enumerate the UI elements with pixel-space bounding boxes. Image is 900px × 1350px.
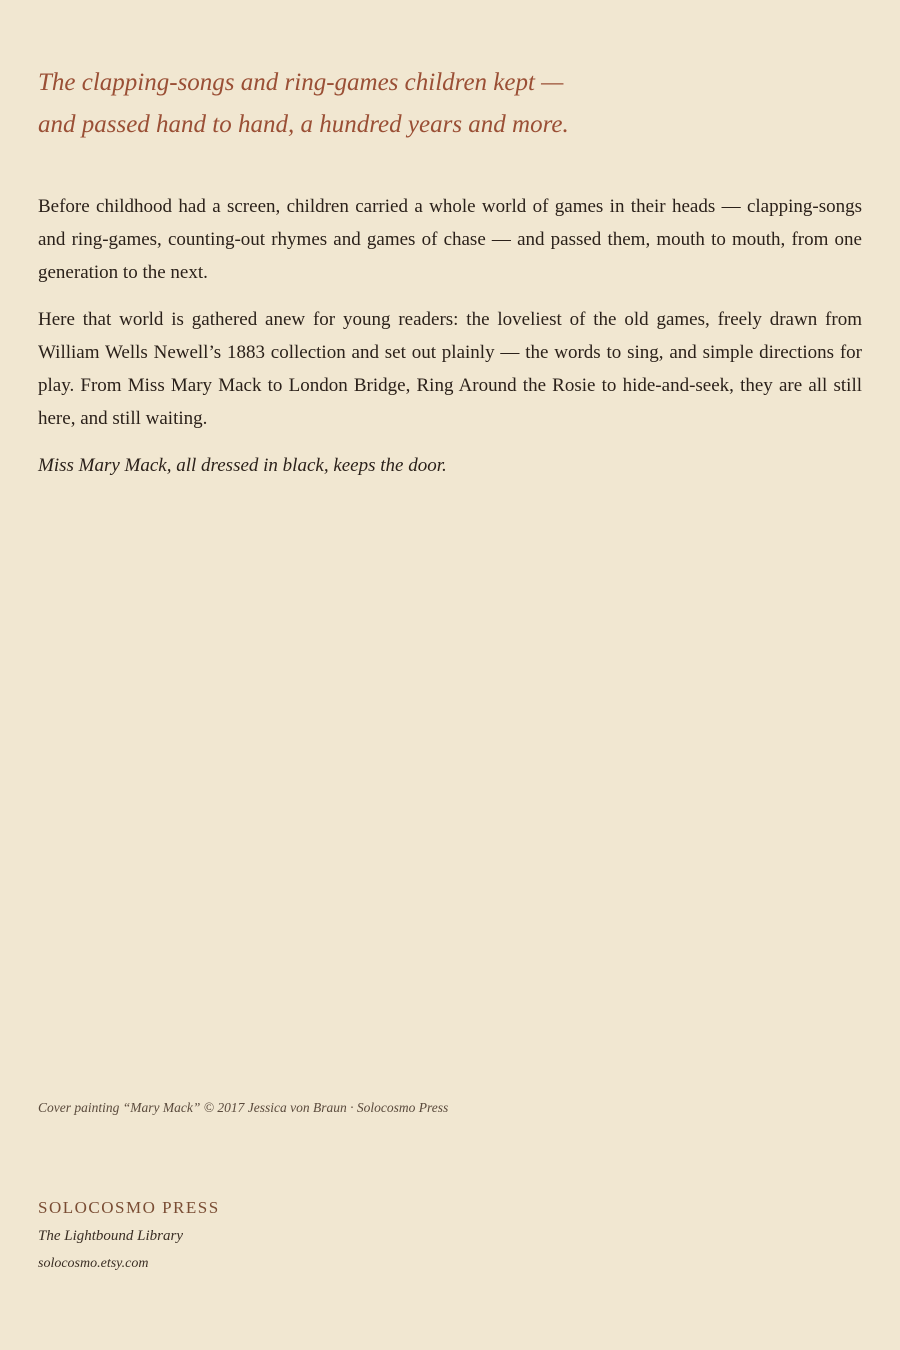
series-name: The Lightbound Library bbox=[38, 1228, 184, 1244]
blurb bbox=[38, 190, 862, 496]
tagline bbox=[38, 62, 862, 146]
cover-credit: Cover painting “Mary Mack” © 2017 Jessica von Braun · Solocosmo Press bbox=[38, 1100, 449, 1115]
blurb-paragraph-1: Before childhood had a screen, children carried a whole world of games in their heads — clapping-songs and ring-games, counting-out rhymes and games of chase — and passed them, mouth to mouth, from one generation to the next. bbox=[38, 196, 862, 283]
tagline-line-1: The clapping-songs and ring-games children kept — bbox=[38, 69, 564, 96]
back-cover bbox=[38, 0, 862, 1350]
press-name: SOLOCOSMO PRESS bbox=[38, 1198, 220, 1217]
blurb-paragraph-2: Here that world is gathered anew for young readers: the loveliest of the old games, freely drawn from William Wells Newell’s 1883 collection and set out plainly — the words to sing, and simple directions for play. From Miss Mary Mack to London Bridge, Ring Around the Rosie to hide-and-seek, they are all still here, and still waiting. bbox=[38, 309, 862, 429]
closing-line: Miss Mary Mack, all dressed in black, keeps the door. bbox=[38, 455, 447, 476]
imprint bbox=[38, 1195, 220, 1277]
tagline-line-2: and passed hand to hand, a hundred years and more. bbox=[38, 111, 569, 138]
press-url: solocosmo.etsy.com bbox=[38, 1256, 149, 1271]
